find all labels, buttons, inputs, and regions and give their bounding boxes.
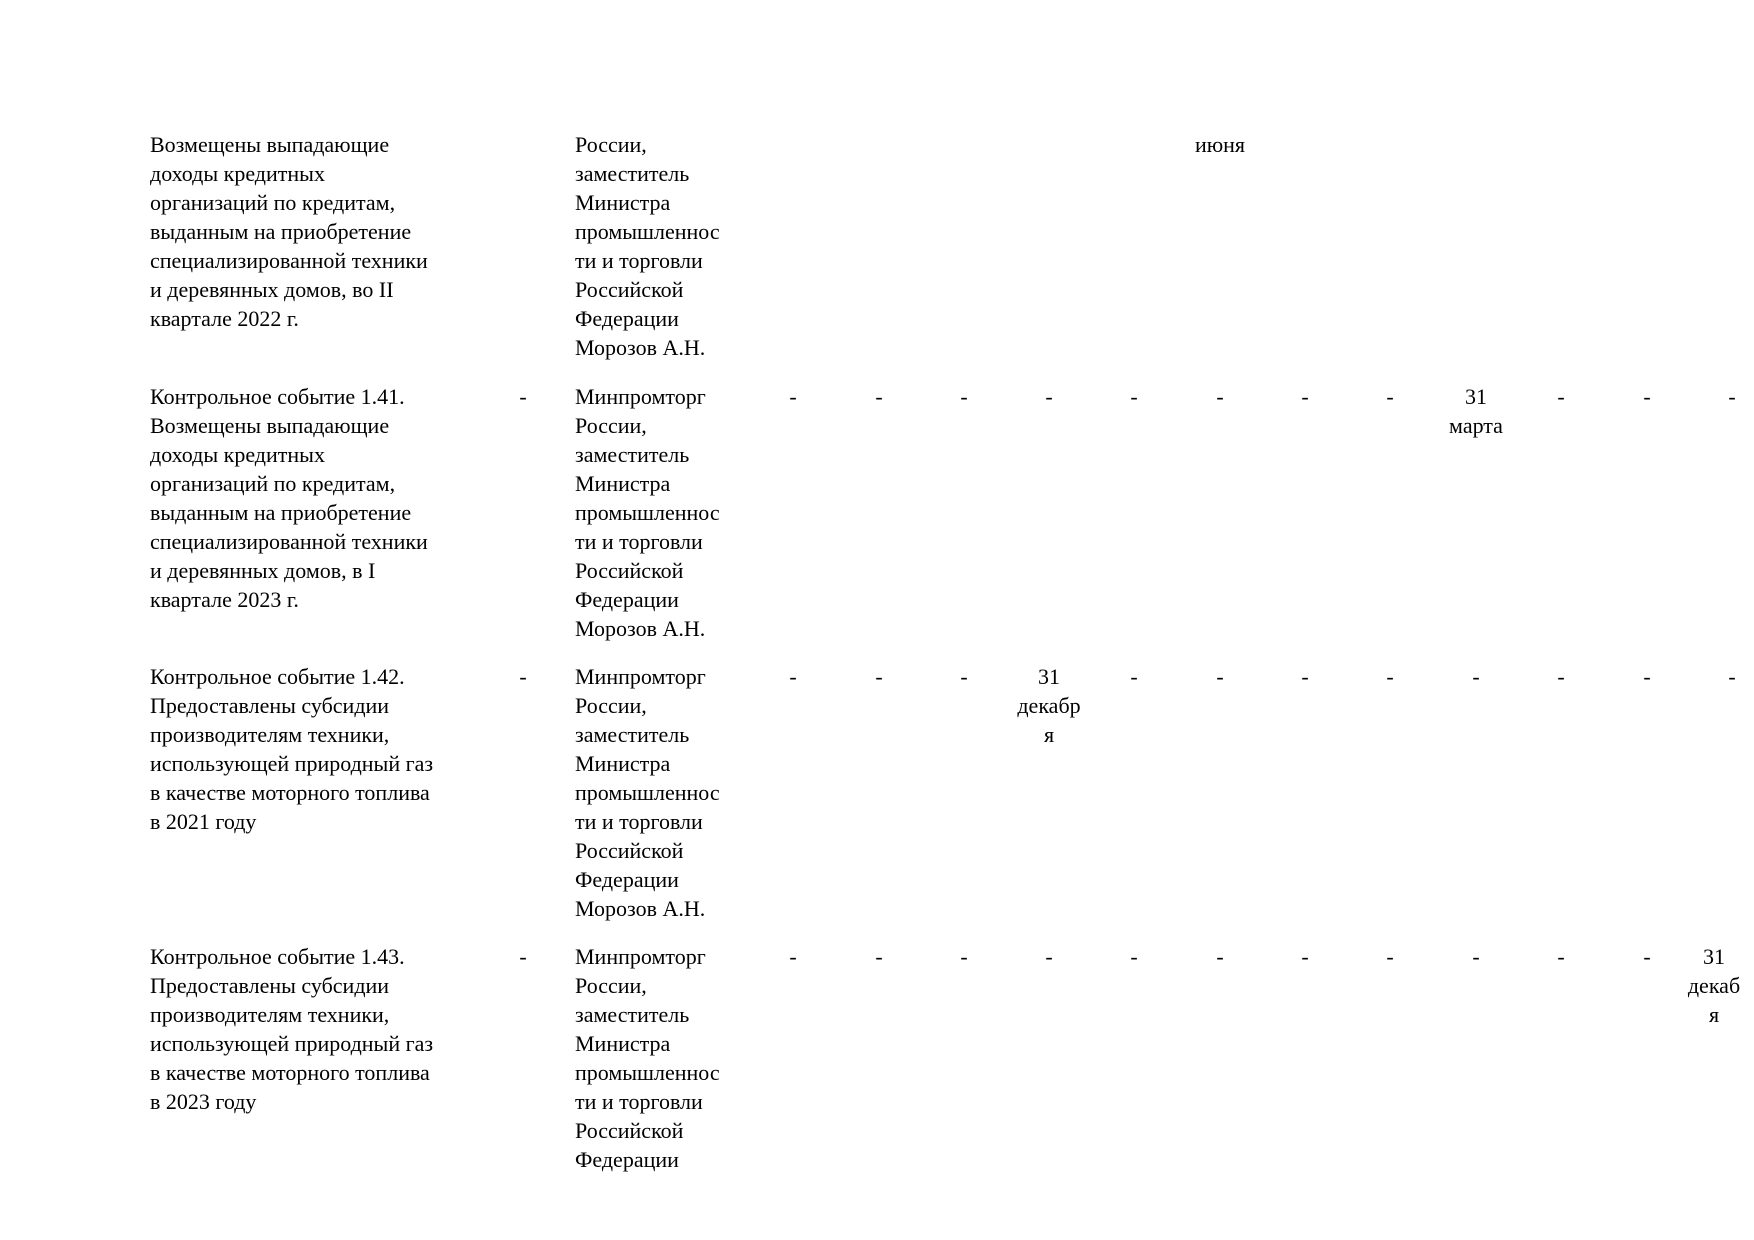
- row-2-date: -: [1728, 664, 1736, 689]
- row-1-date: -: [1130, 384, 1138, 409]
- row-2-responsible: Минпромторг России, заместитель Министра промышленнос ти и торговли Российской Федерации Морозов А.Н.: [575, 664, 720, 921]
- row-1-date: -: [789, 384, 797, 409]
- row-3-responsible: Минпромторг России, заместитель Министра промышленнос ти и торговли Российской Федерации: [575, 944, 720, 1172]
- row-3-date: -: [1472, 944, 1480, 969]
- row-1-responsible: Минпромторг России, заместитель Министра промышленнос ти и торговли Российской Федерации Морозов А.Н.: [575, 384, 720, 641]
- row-3-date: -: [1045, 944, 1053, 969]
- row-1-date: -: [1643, 384, 1651, 409]
- row-3-date: -: [1216, 944, 1224, 969]
- row-1-marker: -: [519, 384, 527, 409]
- row-2-date: -: [1386, 664, 1394, 689]
- row-1-date: -: [1301, 384, 1309, 409]
- row-1-date: -: [1045, 384, 1053, 409]
- row-1-date: -: [1216, 384, 1224, 409]
- row-3-date: -: [875, 944, 883, 969]
- row-2-date: -: [1472, 664, 1480, 689]
- row-3-marker: -: [519, 944, 527, 969]
- row-2-date: -: [1216, 664, 1224, 689]
- row-3-date: -: [960, 944, 968, 969]
- row-1-date-march: 31 марта: [1449, 384, 1503, 438]
- row-3-date: -: [1557, 944, 1565, 969]
- row-2-date: -: [960, 664, 968, 689]
- row-1-date: -: [1557, 384, 1565, 409]
- row-3-date: -: [1643, 944, 1651, 969]
- row-3-description: Контрольное событие 1.43. Предоставлены субсидии производителям техники, использующей природный газ в качестве моторного топлива в 2023 году: [150, 944, 434, 1114]
- row-2-date: -: [1130, 664, 1138, 689]
- row-3-date: -: [789, 944, 797, 969]
- row-1-date: -: [875, 384, 883, 409]
- row-1-date: -: [1386, 384, 1394, 409]
- row-3-date: -: [1386, 944, 1394, 969]
- row-2-date: -: [789, 664, 797, 689]
- row-0-responsible: России, заместитель Министра промышленнос ти и торговли Российской Федерации Морозов А.Н.: [575, 132, 720, 360]
- row-3-date-december: 31 декаб я: [1687, 944, 1741, 1027]
- row-2-date: -: [1557, 664, 1565, 689]
- row-1-date: -: [1728, 384, 1736, 409]
- row-2-marker: -: [519, 664, 527, 689]
- row-2-date: -: [1301, 664, 1309, 689]
- row-2-date-december: 31 декабр я: [1017, 664, 1081, 747]
- row-2-date: -: [875, 664, 883, 689]
- row-0-date-june: июня: [1194, 132, 1246, 157]
- row-3-date: -: [1301, 944, 1309, 969]
- row-2-date: -: [1643, 664, 1651, 689]
- row-1-date: -: [960, 384, 968, 409]
- row-2-description: Контрольное событие 1.42. Предоставлены субсидии производителям техники, использующей природный газ в качестве моторного топлива в 2021 году: [150, 664, 434, 834]
- row-3-date: -: [1130, 944, 1138, 969]
- row-0-description: Возмещены выпадающие доходы кредитных организаций по кредитам, выданным на приобретение специализированной техники и деревянных домов, во II квартале 2022 г.: [150, 132, 428, 331]
- row-1-description: Контрольное событие 1.41. Возмещены выпадающие доходы кредитных организаций по кредитам, выданным на приобретение специализированной техники и деревянных домов, в I квартале 2023 г.: [150, 384, 428, 612]
